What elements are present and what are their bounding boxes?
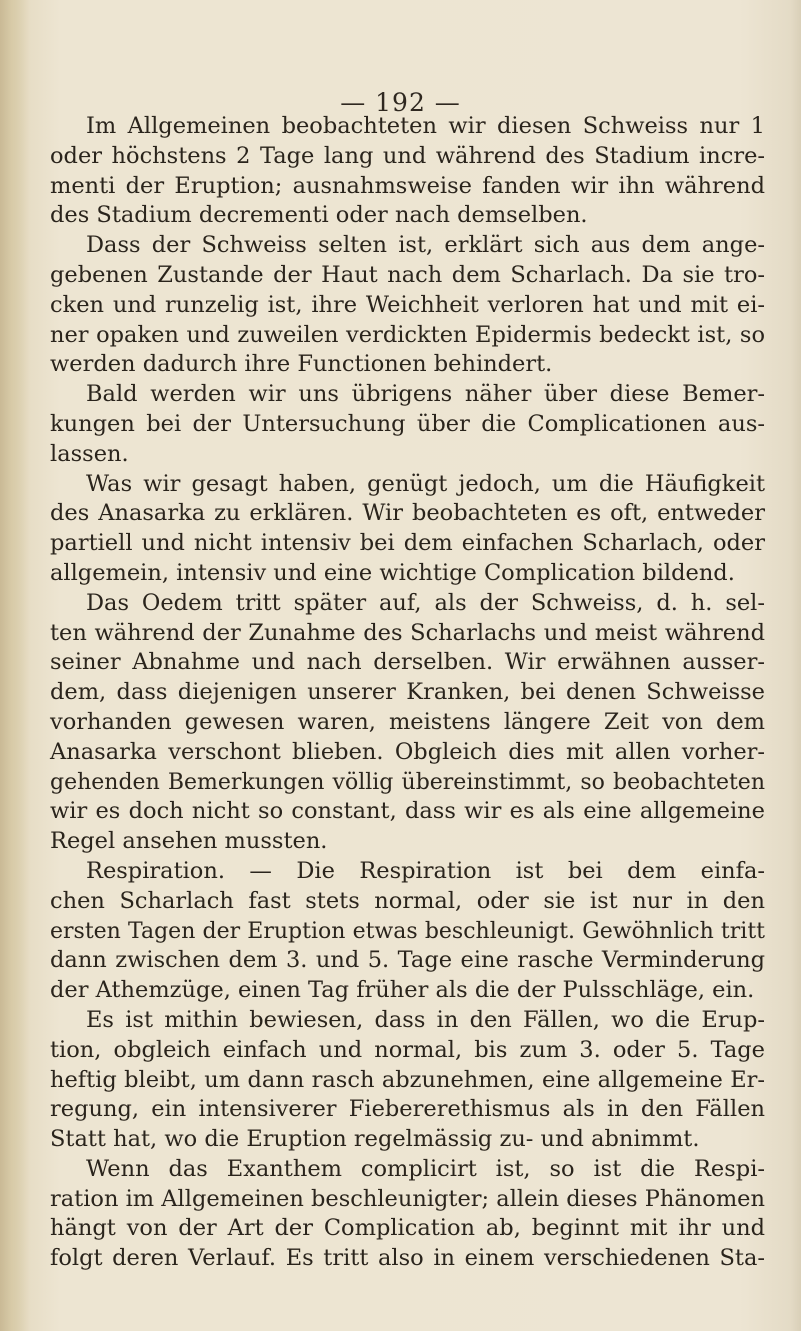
text-line: Statt hat, wo die Eruption regelmässig zu- und abnimmt. — [50, 1126, 700, 1153]
text-line: kungen bei der Untersuchung über die Complicationen aus- — [50, 410, 765, 437]
text-line: Was wir gesagt haben, genügt jedoch, um die Häufigkeit — [86, 470, 765, 497]
text-line: dann zwischen dem 3. und 5. Tage eine rasche Verminderung — [50, 947, 765, 974]
text-line: Anasarka verschont blieben. Obgleich dies mit allen vorher- — [50, 738, 765, 765]
text-line: heftig bleibt, um dann rasch abzunehmen, eine allgemeine Er- — [50, 1066, 765, 1093]
text-line: seiner Abnahme und nach derselben. Wir erwähnen ausser- — [50, 649, 765, 676]
text-line: ner opaken und zuweilen verdickten Epidermis bedeckt ist, so — [50, 321, 765, 348]
text-line: menti der Eruption; ausnahmsweise fanden wir ihn während — [50, 172, 765, 199]
text-line: der Athemzüge, einen Tag früher als die der Pulsschläge, ein. — [50, 977, 755, 1004]
text-line: partiell und nicht intensiv bei dem einfachen Scharlach, oder — [50, 530, 765, 557]
text-line: vorhanden gewesen waren, meistens längere Zeit von dem — [50, 708, 765, 735]
text-line: dem, dass diejenigen unserer Kranken, bei denen Schweisse — [50, 679, 765, 706]
text-line: Das Oedem tritt später auf, als der Schweiss, d. h. sel- — [86, 589, 765, 616]
page-gutter — [0, 0, 30, 1331]
text-line: wir es doch nicht so constant, dass wir es als eine allgemeine — [50, 798, 765, 825]
text-line: Bald werden wir uns übrigens näher über diese Bemer- — [86, 381, 765, 408]
text-line: gebenen Zustande der Haut nach dem Scharlach. Da sie tro- — [50, 261, 765, 288]
text-line: oder höchstens 2 Tage lang und während des Stadium incre- — [50, 142, 765, 169]
text-line: Wenn das Exanthem complicirt ist, so ist die Respi- — [86, 1155, 765, 1182]
text-line: ten während der Zunahme des Scharlachs und meist während — [50, 619, 765, 646]
text-line: des Anasarka zu erklären. Wir beobachteten es oft, entweder — [50, 500, 765, 527]
page-number: — 192 — — [340, 88, 461, 117]
text-line: Respiration. — Die Respiration ist bei dem einfa- — [86, 857, 765, 884]
text-line: chen Scharlach fast stets normal, oder sie ist nur in den — [50, 887, 765, 914]
body-text — [50, 112, 765, 1274]
text-line: folgt deren Verlauf. Es tritt also in einem verschiedenen Sta- — [50, 1245, 765, 1272]
text-line: des Stadium decrementi oder nach demselben. — [50, 202, 588, 229]
text-line: ersten Tagen der Eruption etwas beschleunigt. Gewöhnlich tritt — [50, 918, 765, 944]
text-line: Dass der Schweiss selten ist, erklärt sich aus dem ange- — [86, 232, 765, 259]
text-line: Es ist mithin bewiesen, dass in den Fällen, wo die Erup- — [86, 1006, 765, 1033]
text-line: lassen. — [50, 440, 129, 467]
text-line: Im Allgemeinen beobachteten wir diesen Schweiss nur 1 — [86, 113, 765, 139]
text-line: tion, obgleich einfach und normal, bis zum 3. oder 5. Tage — [50, 1036, 765, 1063]
text-line: allgemein, intensiv und eine wichtige Complication bildend. — [50, 559, 735, 586]
text-line: hängt von der Art der Complication ab, beginnt mit ihr und — [50, 1215, 765, 1242]
text-line: regung, ein intensiverer Fiebererethismus als in den Fällen — [50, 1096, 765, 1123]
text-line: gehenden Bemerkungen völlig übereinstimmt, so beobachteten — [50, 769, 765, 795]
text-line: cken und runzelig ist, ihre Weichheit verloren hat und mit ei- — [50, 291, 765, 318]
text-line: ration im Allgemeinen beschleunigter; allein dieses Phänomen — [50, 1185, 765, 1212]
text-line: Regel ansehen mussten. — [50, 828, 328, 855]
text-line: werden dadurch ihre Functionen behindert. — [50, 351, 553, 378]
